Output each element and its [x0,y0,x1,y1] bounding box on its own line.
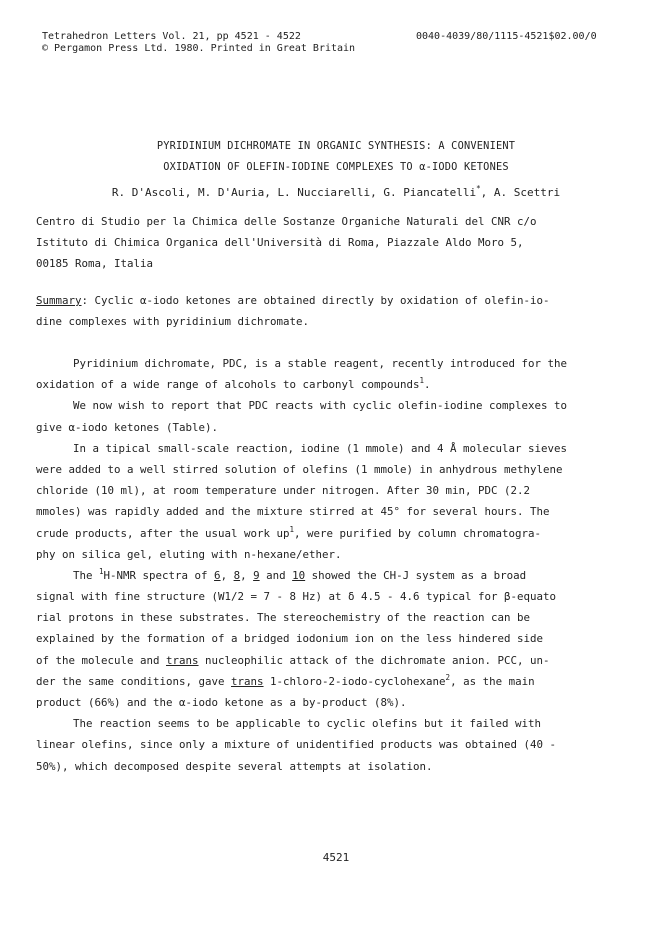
p5-line-3: 50%), which decomposed despite several attempts at isolation. [36,759,433,773]
affiliation-line-2: Istituto di Chimica Organica dell'Università di Roma, Piazzale Aldo Moro 5, [36,236,524,250]
title-line-1: PYRIDINIUM DICHROMATE IN ORGANIC SYNTHESIS: A CONVENIENT [156,140,516,152]
p3-line-5-a: crude products, after the usual work up [36,526,290,540]
summary-label: Summary [36,294,82,307]
authors-part-2: , A. Scettri [480,186,561,199]
p3-line-5-b: , were purified by column chromatogra- [294,526,542,540]
summary-text-1: : Cyclic α-iodo ketones are obtained directly by oxidation of olefin-io- [81,294,550,307]
p4-line-1: The $^1$H-NMR spectra of 6, 8, 9 and 10 showed the CH-J system as a broad [73,566,527,582]
trans-term: trans [231,674,264,688]
reference-mark: 1 [419,376,425,386]
summary-line-2: dine complexes with pyridinium dichromate. [36,315,310,329]
p4-line-6 [36,671,636,692]
p5-line-2: linear olefins, since only a mixture of unidentified products was obtained (40 - [36,738,557,752]
body-text [36,353,636,777]
reference-mark: 1 [289,524,295,534]
compound-6: 6 [214,568,221,582]
article-code: 0040-4039/80/1115-4521$02.00/0 [416,31,597,42]
p1-line-2-text: oxidation of a wide range of alcohols to carbonyl compounds [36,378,420,392]
authors-part-1: R. D'Ascoli, M. D'Auria, L. Nucciarelli, G. Piancatelli [111,186,477,199]
p4-line-1-b: H-NMR spectra of [103,568,215,582]
trans-term: trans [166,653,199,667]
p4-line-1-a: The [73,568,100,582]
compound-8: 8 [233,568,241,582]
reference-mark: 2 [445,672,451,682]
p4-line-6-c: , as the main [450,674,535,688]
p3-line-3: chloride (10 ml), at room temperature under nitrogen. After 30 min, PDC (2.2 [36,484,531,498]
isotope-mark: 1 [99,566,104,576]
summary [36,290,636,332]
page-number: 4521 [322,851,350,864]
p4-line-3: rial protons in these substrates. The stereochemistry of the reaction can be [36,611,531,625]
p4-line-5-b: nucleophilic attack of the dichromate anion. PCC, un- [198,653,550,667]
p4-line-1-c: showed the CH-J system as a broad [305,568,527,582]
compound-9: 9 [253,568,260,582]
p3-line-5 [36,523,636,544]
title-line-2: OXIDATION OF OLEFIN-IODINE COMPLEXES TO α-IODO KETONES [163,161,509,173]
journal-citation: Tetrahedron Letters Vol. 21, pp 4521 - 4522 [42,31,301,42]
p1-line-1: Pyridinium dichromate, PDC, is a stable reagent, recently introduced for the [73,357,568,370]
p4-line-7: product (66%) and the α-iodo ketone as a by-product (8%). [36,696,407,709]
affiliation-line-3: 00185 Roma, Italia [36,257,154,271]
p1-line-2-end: . [424,378,431,392]
copyright-line: © Pergamon Press Ltd. 1980. Printed in Great Britain [42,43,356,54]
summary-line-1 [36,290,636,311]
affiliation-line-1: Centro di Studio per la Chimica delle Sostanze Organiche Naturali del CNR c/o [36,215,537,228]
p4-and: and [259,568,293,582]
p4-line-5-a: of the molecule and [36,653,167,667]
p4-line-5 [36,650,636,671]
p1-line-2 [36,374,636,395]
p4-line-2: signal with fine structure (W1/2 = 7 - 8 Hz) at δ 4.5 - 4.6 typical for β-equato [36,590,557,604]
p4-line-6-b: 1-chloro-2-iodo-cyclohexane [263,674,446,688]
p3-line-2: were added to a well stirred solution of olefins (1 mmole) in anhydrous methylene [36,462,563,476]
p4-line-6-a: der the same conditions, gave [36,674,232,688]
p2-line-2: give α-iodo ketones (Table). [36,420,219,434]
compound-10: 10 [292,568,306,582]
p3-line-6: phy on silica gel, eluting with n-hexane/ether. [36,547,342,561]
p3-line-1: In a tipical small-scale reaction, iodine (1 mmole) and 4 Å molecular sieves [73,441,568,455]
p5-line-1: The reaction seems to be applicable to cyclic olefins but it failed with [73,717,542,731]
corresponding-author-mark: * [476,184,481,193]
p3-line-4: mmoles) was rapidly added and the mixture stirred at 45° for several hours. The [36,505,550,519]
p2-line-1: We now wish to report that PDC reacts with cyclic olefin-iodine complexes to [73,399,568,413]
author-list [0,186,672,199]
p4-line-4: explained by the formation of a bridged iodonium ion on the less hindered side [36,632,544,646]
affiliation [36,211,636,275]
